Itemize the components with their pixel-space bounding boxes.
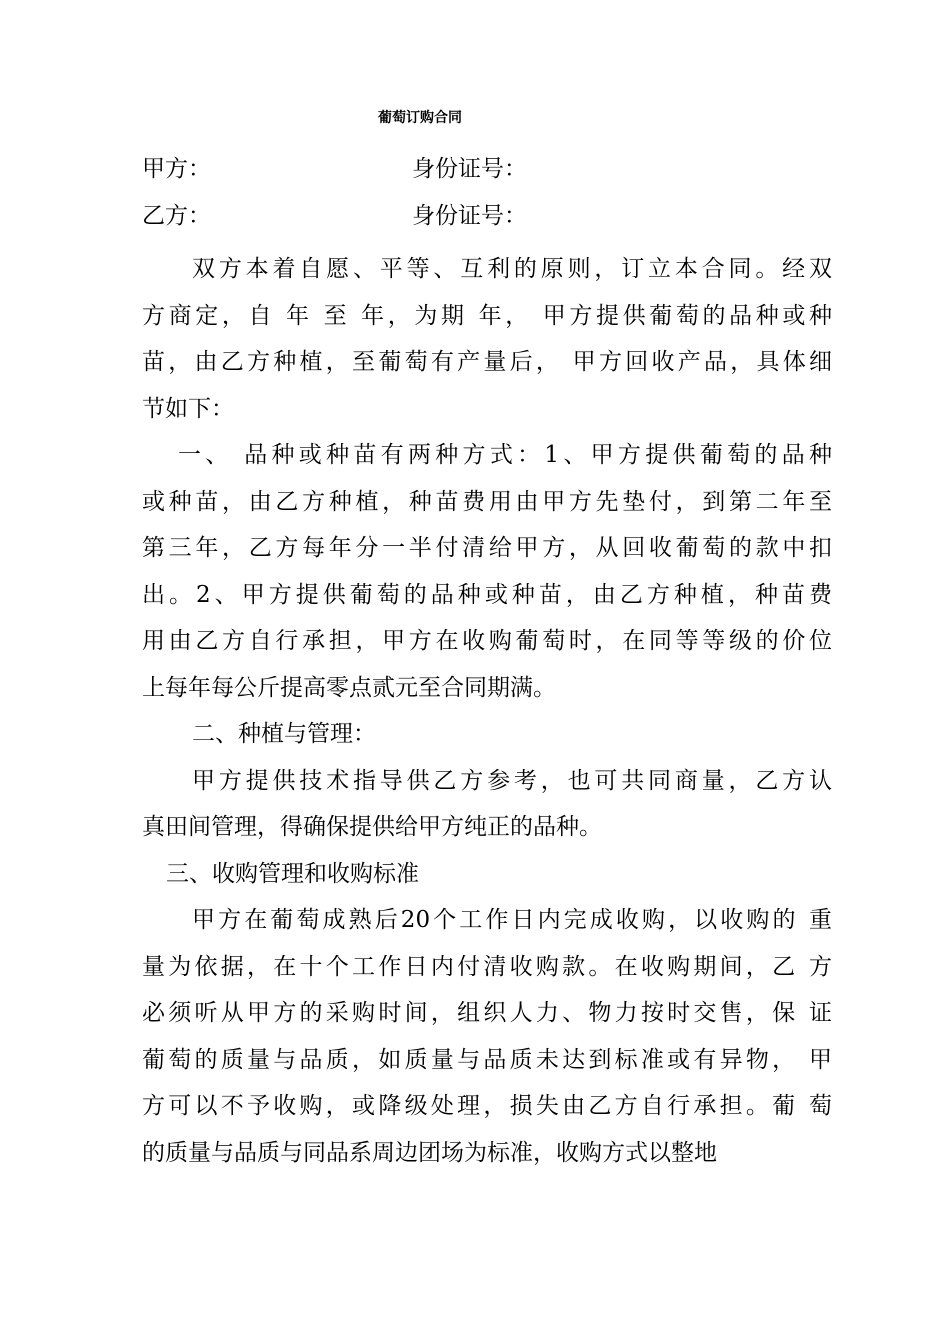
paragraph-line: 的质量与品质与同品系周边团场为标准，收购方式以整地 <box>142 1139 717 1166</box>
paragraph-line: 葡萄的质量与品质，如质量与品质未达到标准或有异物， 甲 <box>142 1046 832 1073</box>
paragraph-line: 双方本着自愿、平等、互利的原则，订立本合同。经双 <box>192 256 832 282</box>
paragraph-line: 用由乙方自行承担，甲方在收购葡萄时，在同等等级的价位 <box>142 628 832 654</box>
party-b-id-label: 身份证号： <box>412 203 527 229</box>
paragraph-line: 甲方提供技术指导供乙方参考，也可共同商量，乙方认 <box>192 767 832 794</box>
party-a-row <box>142 154 527 184</box>
paragraph-line: 节如下： <box>142 395 234 422</box>
party-b-label: 乙方： <box>142 203 211 229</box>
document-title: 葡萄订购合同 <box>378 110 462 126</box>
party-a-id-label: 身份证号： <box>412 156 527 182</box>
paragraph-line: 量为依据，在十个工作日内付清收购款。在收购期间，乙 方 <box>142 953 832 980</box>
paragraph-line: 或种苗，由乙方种植，种苗费用由甲方先垫付，到第二年至 <box>142 488 832 515</box>
paragraph-line: 一、 品种或种苗有两种方式：1、甲方提供葡萄的品种 <box>178 442 832 468</box>
paragraph-line: 真田间管理，得确保提供给甲方纯正的品种。 <box>142 814 602 840</box>
paragraph-line: 方可以不予收购，或降级处理，损失由乙方自行承担。葡 萄 <box>142 1093 832 1119</box>
paragraph-line: 必须听从甲方的采购时间，组织人力、物力按时交售，保 证 <box>142 1000 832 1026</box>
paragraph-line: 上每年每公斤提高零点贰元至合同期满。 <box>142 674 556 701</box>
contract-body <box>142 246 832 1176</box>
party-a-label: 甲方： <box>142 156 211 182</box>
paragraph-line: 甲方在葡萄成熟后20个工作日内完成收购，以收购的 重 <box>192 907 832 933</box>
paragraph-line: 第三年，乙方每年分一半付清给甲方，从回收葡萄的款中扣 <box>142 535 832 561</box>
paragraph-line: 苗，由乙方种植，至葡萄有产量后， 甲方回收产品，具体细 <box>142 349 832 375</box>
paragraph-line: 方商定，自 年 至 年，为期 年， 甲方提供葡萄的品种或种 <box>142 302 832 329</box>
paragraph-line: 出。2、甲方提供葡萄的品种或种苗，由乙方种植，种苗费 <box>142 581 832 608</box>
section-heading: 二、种植与管理： <box>192 721 376 747</box>
party-b-row <box>142 201 527 231</box>
section-heading: 三、收购管理和收购标准 <box>166 860 419 887</box>
